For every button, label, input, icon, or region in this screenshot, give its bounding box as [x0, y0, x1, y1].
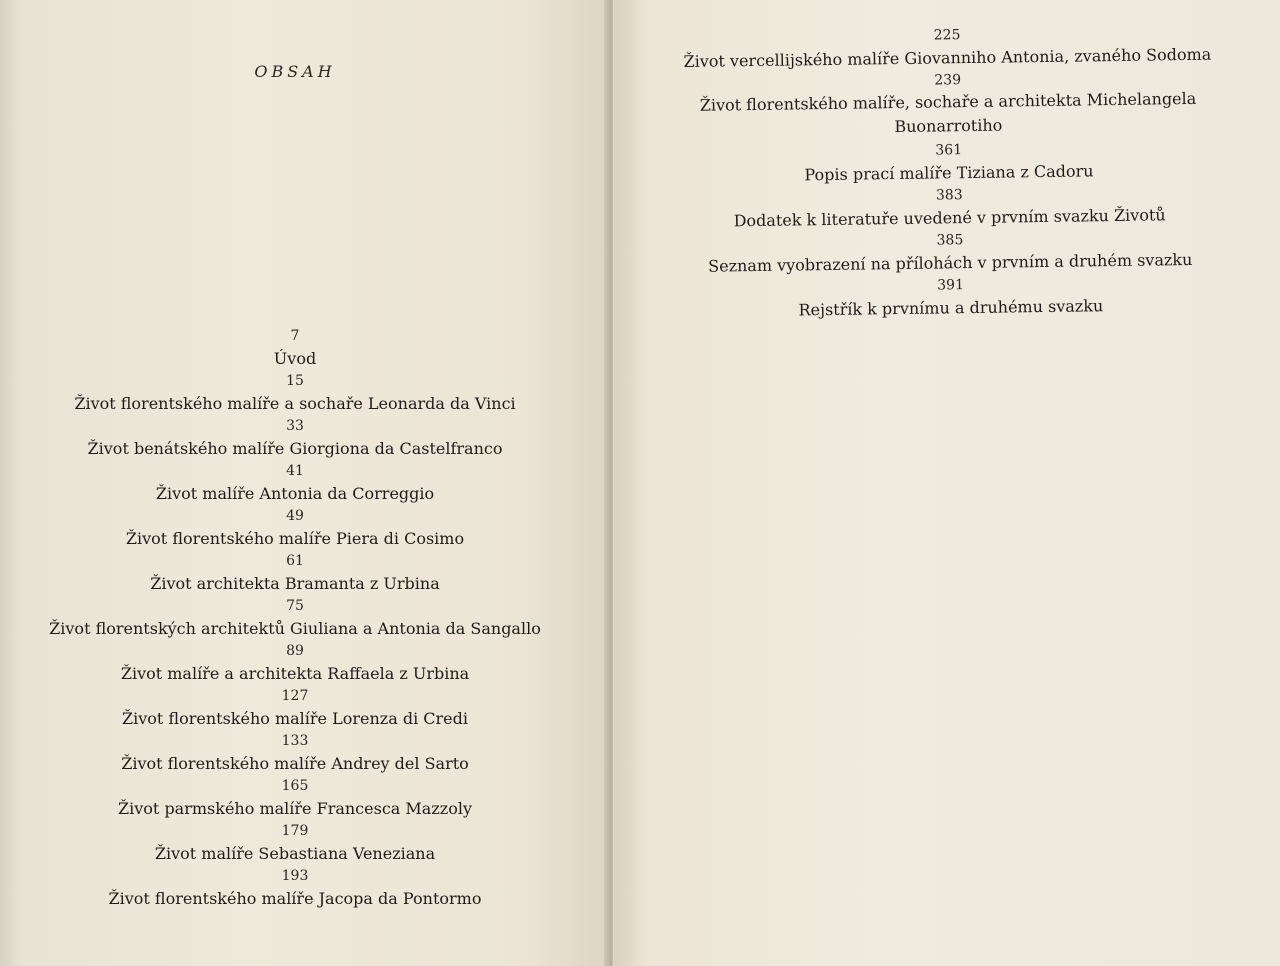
toc-page-number: 133 [281, 733, 309, 749]
toc-page-number: 75 [286, 598, 304, 614]
toc-title: Život florentského malíře Piera di Cosimo [125, 529, 465, 548]
toc-entry [0, 462, 590, 507]
toc-page-number: 127 [281, 688, 309, 704]
toc-page-number: 361 [935, 142, 963, 159]
toc-page-number: 61 [286, 553, 304, 569]
toc-entry [0, 417, 590, 462]
toc-page-number: 33 [286, 418, 304, 434]
toc-page-number: 41 [286, 463, 304, 479]
toc-title: Život florentských architektů Giuliana a Antonia da Sangallo [49, 619, 541, 638]
toc-title: Život florentského malíře Jacopa da Pontormo [108, 889, 482, 908]
toc-entry [0, 777, 590, 822]
toc-entry [0, 507, 590, 552]
toc-page-number: 15 [286, 373, 304, 389]
toc-page-number: 239 [934, 72, 962, 89]
toc-title: Život malíře a architekta Raffaela z Urbina [120, 664, 470, 683]
toc-entry [615, 67, 1280, 146]
contents-list-right [614, 22, 1280, 326]
toc-entry [0, 597, 590, 642]
toc-title: Život vercellijského malíře Giovanniho Antonia, zvaného Sodoma [683, 44, 1212, 72]
toc-page-number: 193 [281, 868, 309, 884]
toc-title: Život florentského malíře Andrey del Sarto [121, 754, 469, 773]
toc-entry [0, 822, 590, 867]
toc-title: Úvod [273, 349, 317, 368]
toc-page-number: 383 [935, 187, 963, 204]
toc-title: Popis prací malíře Tiziana z Cadoru [804, 161, 1094, 185]
toc-entry [0, 552, 590, 597]
toc-title: Život malíře Sebastiana Veneziana [154, 844, 436, 863]
toc-page-number: 179 [281, 823, 309, 839]
toc-title: Život florentského malíře, sochaře a architekta Michelangela Buonarrotiho [699, 88, 1197, 137]
toc-entry [0, 642, 590, 687]
toc-title: Život parmského malíře Francesca Mazzoly [118, 799, 472, 818]
contents-list-left [0, 327, 590, 912]
toc-page-number: 7 [290, 328, 300, 344]
toc-title: Dodatek k literatuře uvedené v prvním svazku Životů [733, 205, 1166, 231]
toc-page-number: 385 [936, 232, 964, 249]
toc-entry [0, 372, 590, 417]
right-page [614, 0, 1280, 966]
toc-title: Život florentského malíře a sochaře Leonarda da Vinci [74, 394, 516, 413]
toc-entry [0, 732, 590, 777]
toc-entry [617, 272, 1280, 326]
toc-page-number: 225 [933, 27, 961, 44]
left-page [0, 0, 612, 966]
toc-page-number: 391 [937, 277, 965, 294]
toc-page-number: 89 [286, 643, 304, 659]
toc-title: Život architekta Bramanta z Urbina [150, 574, 440, 593]
toc-page-number: 165 [281, 778, 309, 794]
toc-title: Život florentského malíře Lorenza di Credi [121, 709, 469, 728]
toc-title: Život malíře Antonia da Correggio [155, 484, 435, 503]
toc-title: Rejstřík k prvnímu a druhému svazku [798, 296, 1104, 320]
toc-title: Seznam vyobrazení na přílohách v prvním a druhém svazku [708, 249, 1193, 276]
toc-page-number: 49 [286, 508, 304, 524]
toc-entry [0, 327, 590, 372]
toc-entry [0, 867, 590, 912]
contents-heading: OBSAH [254, 62, 336, 81]
toc-entry [0, 687, 590, 732]
toc-title: Život benátského malíře Giorgiona da Castelfranco [87, 439, 503, 458]
